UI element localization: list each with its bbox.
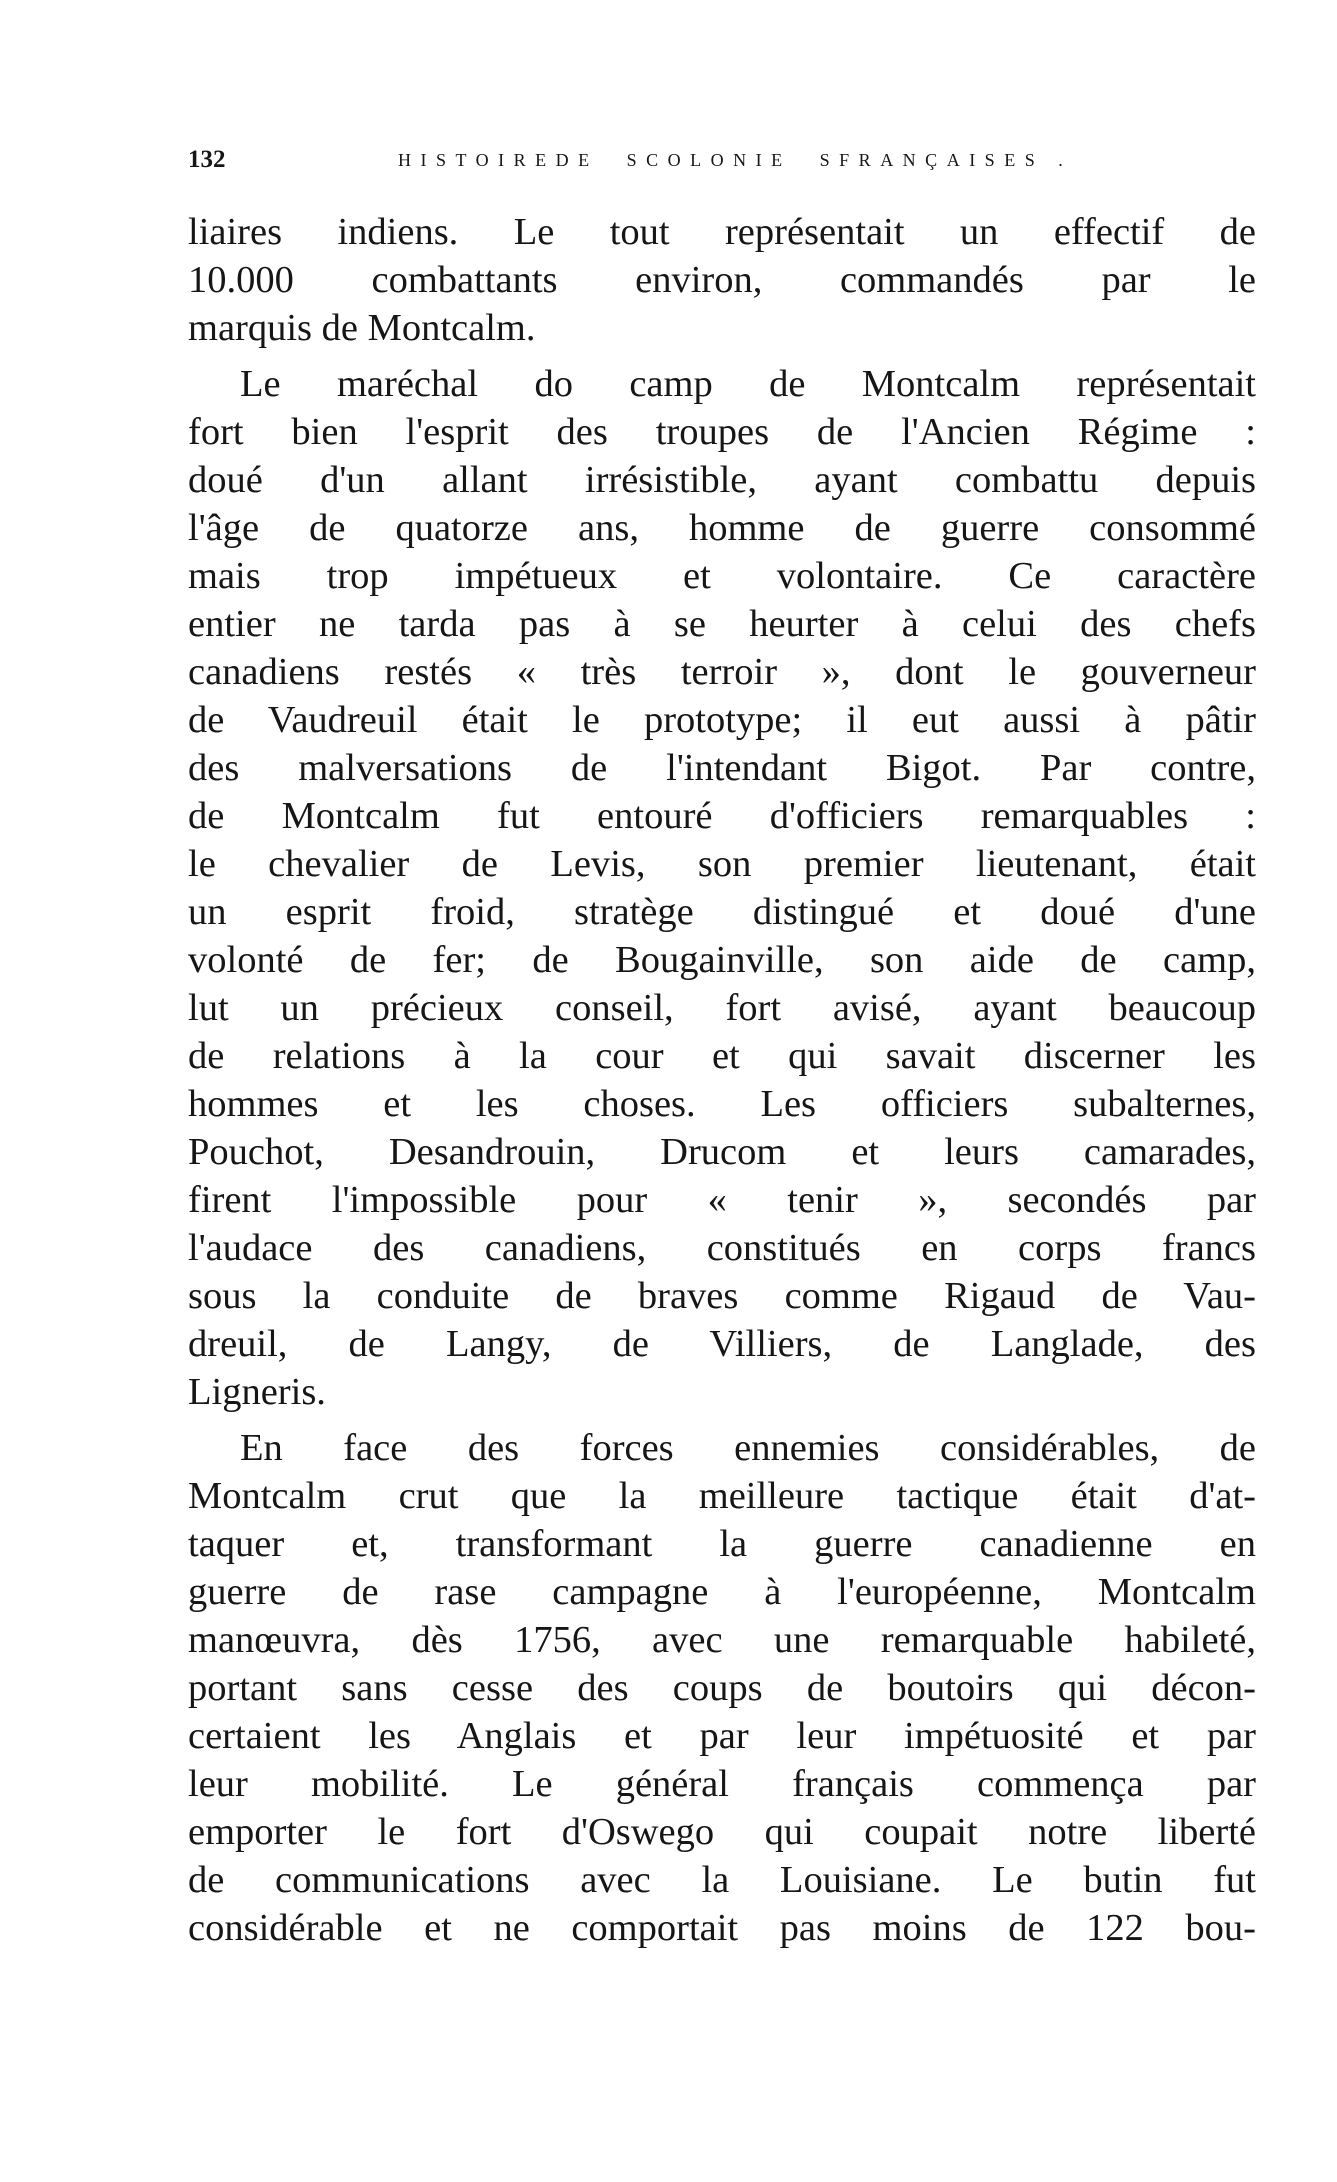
paragraph [188, 1424, 1256, 1952]
text-line: Pouchot, Desandrouin, Drucom et leurs camarades, [188, 1131, 1256, 1173]
text-line: fort bien l'esprit des troupes de l'Ancien Régime : [188, 411, 1256, 453]
text-line: de Montcalm fut entouré d'officiers remarquables : [188, 795, 1256, 837]
text-line: firent l'impossible pour « tenir », secondés par [188, 1179, 1256, 1221]
text-line: de Vaudreuil était le prototype; il eut aussi à pâtir [188, 699, 1256, 741]
text-line: certaient les Anglais et par leur impétuosité et par [188, 1715, 1256, 1757]
paragraph-gap [188, 1416, 1256, 1424]
running-head-title: HISTOIREDE SCOLONIE SFRANÇAISES . [398, 150, 1073, 170]
text-line: hommes et les choses. Les officiers subalternes, [188, 1083, 1256, 1125]
text-line: portant sans cesse des coups de boutoirs qui décon- [188, 1667, 1256, 1709]
text-line: 10.000 combattants environ, commandés par le [188, 259, 1256, 301]
text-line: manœuvra, dès 1756, avec une remarquable habileté, [188, 1619, 1256, 1661]
paragraph [188, 360, 1256, 1416]
text-line: leur mobilité. Le général français commença par [188, 1763, 1256, 1805]
text-line: sous la conduite de braves comme Rigaud de Vau- [188, 1275, 1256, 1317]
text-line: emporter le fort d'Oswego qui coupait notre liberté [188, 1811, 1256, 1853]
text-line: dreuil, de Langy, de Villiers, de Langlade, des [188, 1323, 1256, 1365]
text-line: Le maréchal do camp de Montcalm représentait [240, 363, 1256, 405]
paragraph-gap [188, 352, 1256, 360]
text-line: liaires indiens. Le tout représentait un effectif de [188, 211, 1256, 253]
page-number: 132 [188, 146, 226, 173]
text-line: de relations à la cour et qui savait discerner les [188, 1035, 1256, 1077]
text-line: En face des forces ennemies considérables, de [240, 1427, 1256, 1469]
text-line: volonté de fer; de Bougainville, son aide de camp, [188, 939, 1256, 981]
text-line: des malversations de l'intendant Bigot. Par contre, [188, 747, 1256, 789]
text-line: entier ne tarda pas à se heurter à celui des chefs [188, 603, 1256, 645]
text-line: l'audace des canadiens, constitués en corps francs [188, 1227, 1256, 1269]
text-line: taquer et, transformant la guerre canadienne en [188, 1523, 1256, 1565]
text-line: Montcalm crut que la meilleure tactique était d'at- [188, 1475, 1256, 1517]
text-line: de communications avec la Louisiane. Le butin fut [188, 1859, 1256, 1901]
body-text [188, 208, 1256, 1952]
text-line: mais trop impétueux et volontaire. Ce caractère [188, 555, 1256, 597]
text-line: canadiens restés « très terroir », dont le gouverneur [188, 651, 1256, 693]
text-line: lut un précieux conseil, fort avisé, ayant beaucoup [188, 987, 1256, 1029]
text-line: le chevalier de Levis, son premier lieutenant, était [188, 843, 1256, 885]
text-line: l'âge de quatorze ans, homme de guerre consommé [188, 507, 1256, 549]
text-line: marquis de Montcalm. [188, 307, 536, 349]
text-line: Ligneris. [188, 1371, 326, 1413]
paragraph [188, 208, 1256, 352]
text-line: considérable et ne comportait pas moins de 122 bou- [188, 1907, 1256, 1949]
text-line: un esprit froid, stratège distingué et doué d'une [188, 891, 1256, 933]
text-line: guerre de rase campagne à l'européenne, Montcalm [188, 1571, 1256, 1613]
running-head [188, 146, 1258, 176]
text-line: doué d'un allant irrésistible, ayant combattu depuis [188, 459, 1256, 501]
